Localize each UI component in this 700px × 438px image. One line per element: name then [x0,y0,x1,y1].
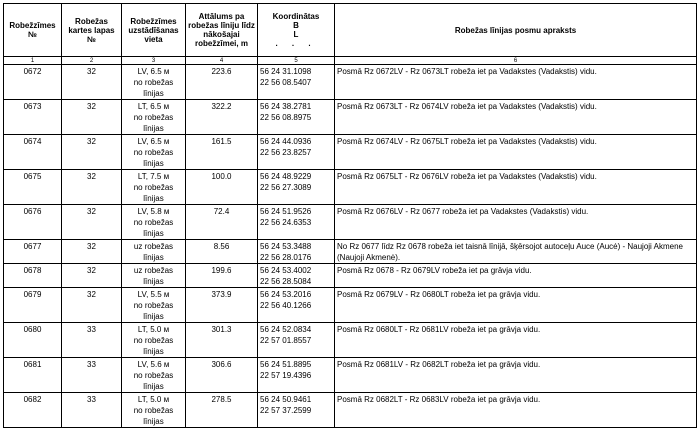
column-number-row [4,57,697,65]
description: No Rz 0677 līdz Rz 0678 robeža iet taisnā līnijā, šķērsojot autoceļu Auce (Aucė) - Naujoji Akmene (Naujoji Akmenė). [337,242,683,262]
header-coordinates-l: L [293,30,299,39]
description-cell [335,288,697,323]
header-coordinates-b: B [293,21,299,30]
distance-cell [186,65,258,100]
distance: 161.5 [211,137,232,146]
header-coordinates [258,4,335,57]
description-cell [335,65,697,100]
install-place: LV, 5.6 м [137,360,170,369]
map-sheet-cell [62,323,122,358]
table-row [4,205,697,240]
distance-cell [186,264,258,288]
header-coordinates-dots: . . . [275,39,317,48]
map-sheet-cell [62,170,122,205]
install-place-cell [122,240,186,264]
marker-number-cell [4,264,62,288]
marker-number-cell [4,240,62,264]
coordinate-b: 56 24 48.9229 [260,172,312,181]
marker-number: 0672 [23,67,42,76]
column-number: 2 [62,57,122,65]
map-sheet-cell [62,288,122,323]
description: Posmā Rz 0676LV - Rz 0677 robeža iet pa Vadakstes (Vadakstis) vidu. [337,207,589,216]
distance-cell [186,393,258,428]
distance-cell [186,205,258,240]
coordinate-b: 56 24 53.3488 [260,242,312,251]
distance: 373.9 [211,290,232,299]
coordinate-l: 22 56 28.0176 [260,253,312,262]
distance-cell [186,358,258,393]
coordinates-cell [258,358,335,393]
map-sheet-cell [62,240,122,264]
marker-number: 0676 [23,207,42,216]
map-sheet-cell [62,393,122,428]
coordinate-l: 22 56 08.5407 [260,78,312,87]
header-coordinates-title: Koordinātas [272,12,320,21]
table-row [4,393,697,428]
header-row [4,4,697,57]
header-map-sheet: Robežas kartes lapas № [62,4,122,57]
coordinate-l: 22 57 19.4396 [260,371,312,380]
map-sheet: 32 [87,102,96,111]
column-number: 3 [122,57,186,65]
install-place: LV, 6.5 м [137,67,170,76]
table-row [4,288,697,323]
install-place-note: no robežas līnijas [133,406,174,426]
map-sheet: 33 [87,360,96,369]
marker-number: 0680 [23,325,42,334]
install-place-cell [122,358,186,393]
map-sheet: 32 [87,67,96,76]
description: Posmā Rz 0674LV - Rz 0675LT robeža iet pa Vadakstes (Vadakstis) vidu. [337,137,597,146]
table-row [4,170,697,205]
table-row [4,240,697,264]
coordinates-cell [258,100,335,135]
coordinates-cell [258,240,335,264]
coordinates-cell [258,393,335,428]
column-number: 1 [4,57,62,65]
distance-cell [186,170,258,205]
install-place: LT, 5.0 м [137,325,170,334]
coordinate-b: 56 24 53.2016 [260,290,312,299]
marker-number-cell [4,358,62,393]
description: Posmā Rz 0672LV - Rz 0673LT robeža iet pa Vadakstes (Vadakstis) vidu. [337,67,597,76]
coordinate-l: 22 56 40.1266 [260,301,312,310]
install-place-cell [122,100,186,135]
map-sheet: 32 [87,207,96,216]
coordinate-l: 22 56 08.8975 [260,113,312,122]
description: Posmā Rz 0678 - Rz 0679LV robeža iet pa grāvja vidu. [337,266,532,275]
map-sheet-cell [62,135,122,170]
map-sheet: 32 [87,290,96,299]
coordinate-b: 56 24 51.9526 [260,207,312,216]
install-place: LV, 6.5 м [137,137,170,146]
description-cell [335,135,697,170]
install-place: LT, 5.0 м [137,395,170,404]
marker-number-cell [4,205,62,240]
distance: 72.4 [213,207,230,216]
coordinates-cell [258,205,335,240]
description: Posmā Rz 0679LV - Rz 0680LT robeža iet pa grāvja vidu. [337,290,541,299]
install-place-note: no robežas līnijas [133,148,174,168]
marker-number-cell [4,170,62,205]
coordinate-b: 56 24 31.1098 [260,67,312,76]
map-sheet: 33 [87,325,96,334]
coordinate-l: 22 56 27.3089 [260,183,312,192]
map-sheet-cell [62,65,122,100]
marker-number-cell [4,323,62,358]
description-cell [335,264,697,288]
marker-number: 0674 [23,137,42,146]
coordinate-b: 56 24 53.4002 [260,266,312,275]
marker-number: 0677 [23,242,42,251]
map-sheet: 32 [87,242,96,251]
install-place-cell [122,288,186,323]
marker-number-cell [4,393,62,428]
header-description: Robežas līnijas posmu apraksts [335,4,697,57]
map-sheet-cell [62,100,122,135]
install-place-note: no robežas līnijas [133,301,174,321]
coordinate-b: 56 24 52.0834 [260,325,312,334]
coordinates-cell [258,135,335,170]
marker-number: 0681 [23,360,42,369]
coordinate-b: 56 24 50.9461 [260,395,312,404]
coordinates-cell [258,288,335,323]
marker-number: 0675 [23,172,42,181]
install-place: LV, 5.5 м [137,290,170,299]
description: Posmā Rz 0681LV - Rz 0682LT robeža iet pa grāvja vidu. [337,360,541,369]
distance: 8.56 [213,242,230,251]
coordinate-l: 22 56 23.8257 [260,148,312,157]
map-sheet: 32 [87,172,96,181]
table-row [4,264,697,288]
description-cell [335,100,697,135]
marker-number: 0682 [23,395,42,404]
header-distance: Attālums pa robežas līniju līdz nākošajai robežzīmei, m [186,4,258,57]
install-place-note: no robežas līnijas [133,371,174,391]
map-sheet-cell [62,205,122,240]
description: Posmā Rz 0680LT - Rz 0681LV robeža iet pa grāvja vidu. [337,325,541,334]
coordinates-cell [258,264,335,288]
header-install-place: Robežzīmes uzstādīšanas vieta [122,4,186,57]
map-sheet: 32 [87,137,96,146]
map-sheet-cell [62,264,122,288]
description: Posmā Rz 0682LT - Rz 0683LV robeža iet pa grāvja vidu. [337,395,541,404]
coordinate-l: 22 56 24.6353 [260,218,312,227]
install-place: LV, 5.8 м [137,207,170,216]
table-row [4,358,697,393]
description-cell [335,205,697,240]
description-cell [335,393,697,428]
install-place-note: no robežas līnijas [133,218,174,238]
install-place-note: līnijas [143,253,164,262]
table-row [4,65,697,100]
install-place-cell [122,323,186,358]
distance-cell [186,323,258,358]
install-place-note: no robežas līnijas [133,336,174,356]
install-place-note: līnijas [143,277,164,286]
description-cell [335,358,697,393]
coordinate-l: 22 57 01.8557 [260,336,312,345]
distance: 199.6 [211,266,232,275]
install-place-note: no robežas līnijas [133,78,174,98]
coordinates-cell [258,65,335,100]
border-markers-table [3,3,697,428]
distance-cell [186,100,258,135]
table-row [4,323,697,358]
distance: 223.6 [211,67,232,76]
description-cell [335,240,697,264]
coordinate-b: 56 24 44.0936 [260,137,312,146]
coordinate-b: 56 24 51.8895 [260,360,312,369]
map-sheet: 33 [87,395,96,404]
table-row [4,135,697,170]
marker-number: 0679 [23,290,42,299]
distance-cell [186,240,258,264]
install-place: uz robežas [133,242,174,251]
marker-number: 0673 [23,102,42,111]
column-number: 6 [335,57,697,65]
coordinate-l: 22 57 37.2599 [260,406,312,415]
distance-cell [186,135,258,170]
distance: 306.6 [211,360,232,369]
install-place-cell [122,170,186,205]
coordinate-l: 22 56 28.5084 [260,277,312,286]
distance: 278.5 [211,395,232,404]
marker-number-cell [4,65,62,100]
distance: 301.3 [211,325,232,334]
install-place-cell [122,135,186,170]
column-number: 4 [186,57,258,65]
map-sheet-cell [62,358,122,393]
install-place-cell [122,205,186,240]
description: Posmā Rz 0675LT - Rz 0676LV robeža iet pa Vadakstes (Vadakstis) vidu. [337,172,597,181]
distance: 100.0 [211,172,232,181]
coordinates-cell [258,170,335,205]
install-place: uz robežas [133,266,174,275]
column-number: 5 [258,57,335,65]
coordinate-b: 56 24 38.2781 [260,102,312,111]
marker-number-cell [4,135,62,170]
marker-number: 0678 [23,266,42,275]
header-marker-number: Robežzīmes № [4,4,62,57]
distance: 322.2 [211,102,232,111]
map-sheet: 32 [87,266,96,275]
distance-cell [186,288,258,323]
install-place-cell [122,264,186,288]
marker-number-cell [4,288,62,323]
install-place-cell [122,393,186,428]
description-cell [335,323,697,358]
description: Posmā Rz 0673LT - Rz 0674LV robeža iet pa Vadakstes (Vadakstis) vidu. [337,102,597,111]
marker-number-cell [4,100,62,135]
install-place: LT, 7.5 м [137,172,170,181]
description-cell [335,170,697,205]
install-place-note: no robežas līnijas [133,113,174,133]
coordinates-cell [258,323,335,358]
table-row [4,100,697,135]
install-place-cell [122,65,186,100]
install-place-note: no robežas līnijas [133,183,174,203]
install-place: LT, 6.5 м [137,102,170,111]
